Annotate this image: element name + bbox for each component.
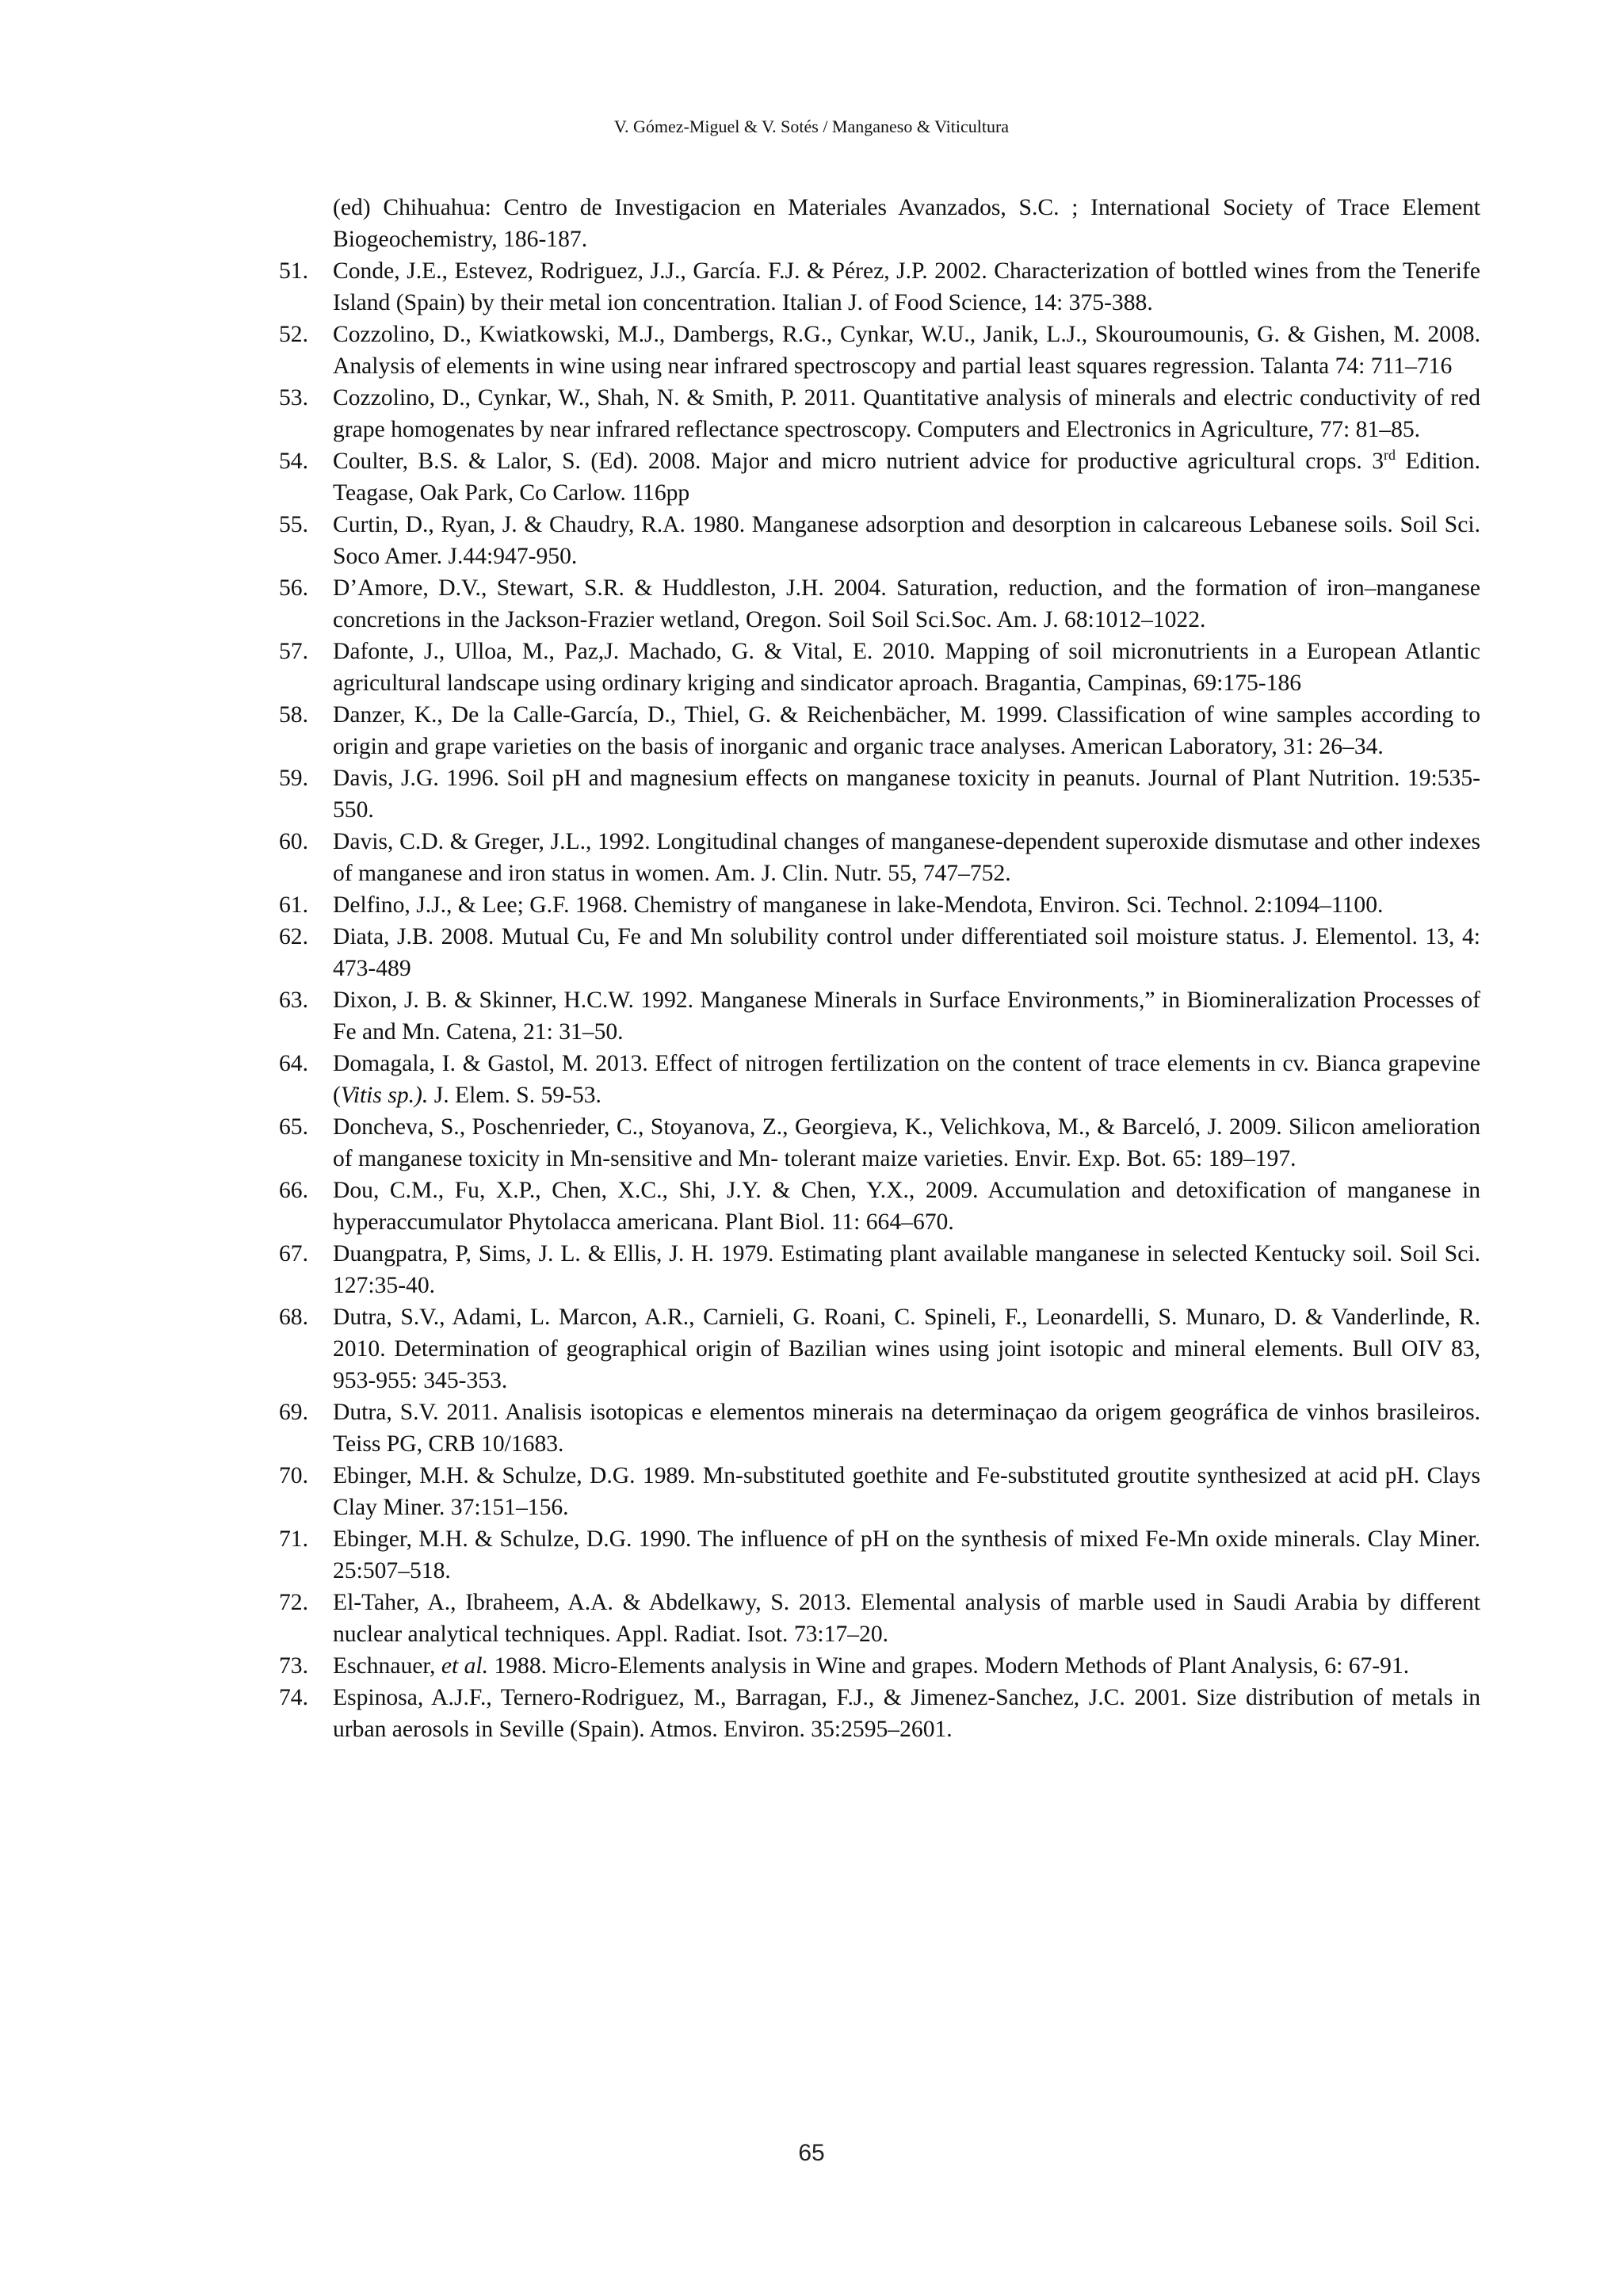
reference-text-part: El-Taher, A., Ibraheem, A.A. & Abdelkawy, S. 2013. Elemental analysis of marble used in Saudi Arabia by different nuclear analytical techniques. Appl. Radiat. Isot. 73:17–20. xyxy=(333,1590,1480,1647)
reference-number: 69. xyxy=(279,1400,308,1425)
reference-number: 62. xyxy=(279,924,308,949)
reference-text xyxy=(333,1051,1480,1108)
reference-text xyxy=(333,1114,1480,1171)
reference-item xyxy=(279,889,1480,921)
page-number: 65 xyxy=(798,2140,825,2166)
reference-item xyxy=(279,1396,1480,1460)
reference-text xyxy=(333,1463,1480,1520)
reference-text xyxy=(333,639,1480,696)
reference-text-part: Ebinger, M.H. & Schulze, D.G. 1989. Mn-substituted goethite and Fe-substituted groutite synthesized at acid pH. Clays Clay Miner. 37:151–156. xyxy=(333,1463,1480,1520)
reference-item xyxy=(279,762,1480,826)
reference-number: 70. xyxy=(279,1463,308,1488)
reference-text-part: Dafonte, J., Ulloa, M., Paz,J. Machado, G. & Vital, E. 2010. Mapping of soil micronutrients in a European Atlantic agricultural landscape using ordinary kriging and sindicator aproach. Bragantia, Campinas, 69:175-186 xyxy=(333,639,1480,696)
italic-text: Vitis sp.). xyxy=(340,1083,429,1108)
reference-text-part: Espinosa, A.J.F., Ternero-Rodriguez, M., Barragan, F.J., & Jimenez-Sanchez, J.C. 2001. Size distribution of metals in urban aerosols in Seville (Spain). Atmos. Environ. 35:2595–2601. xyxy=(333,1685,1480,1742)
reference-number: 68. xyxy=(279,1305,308,1330)
reference-number: 74. xyxy=(279,1685,308,1710)
reference-item xyxy=(279,699,1480,762)
reference-item xyxy=(279,1460,1480,1523)
reference-text xyxy=(333,322,1480,379)
reference-text xyxy=(333,829,1480,886)
reference-number: 73. xyxy=(279,1653,308,1679)
reference-text xyxy=(333,385,1480,442)
reference-text xyxy=(333,1400,1480,1457)
reference-text xyxy=(333,1526,1480,1584)
reference-item xyxy=(279,1238,1480,1301)
reference-item xyxy=(279,984,1480,1048)
reference-text xyxy=(333,1305,1480,1393)
reference-number: 52. xyxy=(279,322,308,347)
reference-text-part: Doncheva, S., Poschenrieder, C., Stoyanova, Z., Georgieva, K., Velichkova, M., & Barceló, J. 2009. Silicon amelioration of manganese toxicity in Mn-sensitive and Mn- tolerant maize varieties. Envir. Exp. Bot. 65: 189–197. xyxy=(333,1114,1480,1171)
running-header: V. Gómez-Miguel & V. Sotés / Manganeso & Viticultura xyxy=(613,117,1010,136)
reference-item xyxy=(279,636,1480,699)
reference-item xyxy=(279,572,1480,636)
reference-number: 56. xyxy=(279,575,308,601)
reference-number: 72. xyxy=(279,1590,308,1615)
reference-text xyxy=(333,924,1480,981)
reference-item xyxy=(279,1682,1480,1745)
reference-text-part: J. Elem. S. 59-53. xyxy=(428,1083,601,1108)
reference-text-part: Davis, C.D. & Greger, J.L., 1992. Longitudinal changes of manganese-dependent superoxide dismutase and other indexes of manganese and iron status in women. Am. J. Clin. Nutr. 55, 747–752. xyxy=(333,829,1480,886)
edition-number: 3 xyxy=(1372,449,1384,474)
reference-text xyxy=(333,988,1480,1045)
reference-text-part: Conde, J.E., Estevez, Rodriguez, J.J., García. F.J. & Pérez, J.P. 2002. Characterization of bottled wines from the Tenerife Island (Spain) by their metal ion concentration. Italian J. of Food Science, 14: 375-388. xyxy=(333,258,1480,315)
reference-text xyxy=(333,892,1383,918)
italic-text: et al. xyxy=(441,1653,489,1679)
reference-number: 60. xyxy=(279,829,308,854)
reference-text-part: Dutra, S.V., Adami, L. Marcon, A.R., Carnieli, G. Roani, C. Spineli, F., Leonardelli, S. Munaro, D. & Vanderlinde, R. 2010. Determination of geographical origin of Bazilian wines using joint isotopic and mineral elements. Bull OIV 83, 953-955: 345-353. xyxy=(333,1305,1480,1393)
reference-item xyxy=(279,382,1480,445)
reference-text-part: Ebinger, M.H. & Schulze, D.G. 1990. The influence of pH on the synthesis of mixed Fe-Mn oxide minerals. Clay Miner. 25:507–518. xyxy=(333,1526,1480,1584)
reference-number: 71. xyxy=(279,1526,308,1552)
reference-number: 61. xyxy=(279,892,308,918)
reference-text xyxy=(333,1685,1480,1742)
reference-text-part: Edition. Teagase, Oak Park, Co Carlow. 116pp xyxy=(333,449,1480,506)
reference-text-part: Eschnauer, xyxy=(333,1653,441,1679)
reference-number: 57. xyxy=(279,639,308,664)
reference-text xyxy=(333,766,1480,823)
reference-text xyxy=(333,512,1480,569)
ordinal-superscript: rd xyxy=(1384,447,1396,464)
reference-text-part: Diata, J.B. 2008. Mutual Cu, Fe and Mn solubility control under differentiated soil moisture status. J. Elementol. 13, 4: 473-489 xyxy=(333,924,1480,981)
reference-number: 63. xyxy=(279,988,308,1013)
reference-text-part: Cozzolino, D., Kwiatkowski, M.J., Dambergs, R.G., Cynkar, W.U., Janik, L.J., Skouroumounis, G. & Gishen, M. 2008. Analysis of elements in wine using near infrared spectroscopy and partial least squares regression. Talanta 74: 711–716 xyxy=(333,322,1480,379)
reference-text xyxy=(333,1590,1480,1647)
reference-number: 54. xyxy=(279,449,308,474)
reference-text xyxy=(333,1653,1409,1679)
reference-item xyxy=(279,319,1480,382)
reference-text-part: Danzer, K., De la Calle-García, D., Thiel, G. & Reichenbächer, M. 1999. Classification of wine samples according to origin and grape varieties on the basis of inorganic and organic trace analyses. American Laboratory, 31: 26–34. xyxy=(333,702,1480,759)
reference-text-part: Dutra, S.V. 2011. Analisis isotopicas e elementos minerais na determinaçao da origem geográfica de vinhos brasileiros. Teiss PG, CRB 10/1683. xyxy=(333,1400,1480,1457)
reference-text xyxy=(333,702,1480,759)
reference-text-part: Dou, C.M., Fu, X.P., Chen, X.C., Shi, J.Y. & Chen, Y.X., 2009. Accumulation and detoxification of manganese in hyperaccumulator Phytolacca americana. Plant Biol. 11: 664–670. xyxy=(333,1178,1480,1235)
reference-text xyxy=(333,1178,1480,1235)
reference-item xyxy=(279,509,1480,572)
reference-item xyxy=(279,1587,1480,1650)
reference-text xyxy=(333,575,1480,632)
reference-number: 66. xyxy=(279,1178,308,1203)
reference-number: 58. xyxy=(279,702,308,728)
reference-text-part: Coulter, B.S. & Lalor, S. (Ed). 2008. Major and micro nutrient advice for productive agricultural crops. xyxy=(333,449,1362,474)
reference-item xyxy=(279,1175,1480,1238)
reference-number: 59. xyxy=(279,766,308,791)
reference-number: 51. xyxy=(279,258,308,284)
reference-number: 55. xyxy=(279,512,308,537)
reference-text-part: Duangpatra, P, Sims, J. L. & Ellis, J. H. 1979. Estimating plant available manganese in selected Kentucky soil. Soil Sci. 127:35-40. xyxy=(333,1241,1480,1298)
reference-number: 53. xyxy=(279,385,308,411)
reference-text-part: Davis, J.G. 1996. Soil pH and magnesium effects on manganese toxicity in peanuts. Journal of Plant Nutrition. 19:535-550. xyxy=(333,766,1480,823)
reference-items xyxy=(279,255,1480,1745)
reference-item xyxy=(279,1048,1480,1111)
reference-item xyxy=(279,1523,1480,1587)
reference-text-part: Domagala, I. & Gastol, M. 2013. Effect of nitrogen fertilization on the content of trace elements in cv. Bianca grapevine ( xyxy=(333,1051,1480,1108)
reference-continuation xyxy=(279,192,1480,255)
reference-item xyxy=(279,1301,1480,1396)
reference-text-part: Delfino, J.J., & Lee; G.F. 1968. Chemistry of manganese in lake-Mendota, Environ. Sci. Technol. 2:1094–1100. xyxy=(333,892,1384,918)
reference-item xyxy=(279,255,1480,319)
reference-list xyxy=(279,192,1480,1745)
reference-text xyxy=(333,449,1480,506)
reference-item xyxy=(279,826,1480,889)
reference-item xyxy=(279,445,1480,509)
reference-text-part: Curtin, D., Ryan, J. & Chaudry, R.A. 1980. Manganese adsorption and desorption in calcareous Lebanese soils. Soil Sci. Soco Amer. J.44:947-950. xyxy=(333,512,1480,569)
reference-text: (ed) Chihuahua: Centro de Investigacion en Materiales Avanzados, S.C. ; International Society of Trace Element Biogeochemistry, 186-187. xyxy=(333,195,1480,252)
reference-text-part: 1988. Micro-Elements analysis in Wine and grapes. Modern Methods of Plant Analysis, 6: 67-91. xyxy=(488,1653,1410,1679)
reference-text xyxy=(333,1241,1480,1298)
reference-text-part: D’Amore, D.V., Stewart, S.R. & Huddleston, J.H. 2004. Saturation, reduction, and the formation of iron–manganese concretions in the Jackson-Frazier wetland, Oregon. Soil Soil Sci.Soc. Am. J. 68:1012–1022. xyxy=(333,575,1480,632)
reference-number: 65. xyxy=(279,1114,308,1140)
reference-text-part: Cozzolino, D., Cynkar, W., Shah, N. & Smith, P. 2011. Quantitative analysis of minerals and electric conductivity of red grape homogenates by near infrared reflectance spectroscopy. Computers and Electronics in Agriculture, 77: 81–85. xyxy=(333,385,1480,442)
reference-number: 67. xyxy=(279,1241,308,1266)
reference-number: 64. xyxy=(279,1051,308,1076)
reference-item xyxy=(279,921,1480,984)
reference-item xyxy=(279,1650,1480,1682)
reference-item xyxy=(279,1111,1480,1175)
reference-text-part: Dixon, J. B. & Skinner, H.C.W. 1992. Manganese Minerals in Surface Environments,” in Biomineralization Processes of Fe and Mn. Catena, 21: 31–50. xyxy=(333,988,1480,1045)
reference-text xyxy=(333,258,1480,315)
